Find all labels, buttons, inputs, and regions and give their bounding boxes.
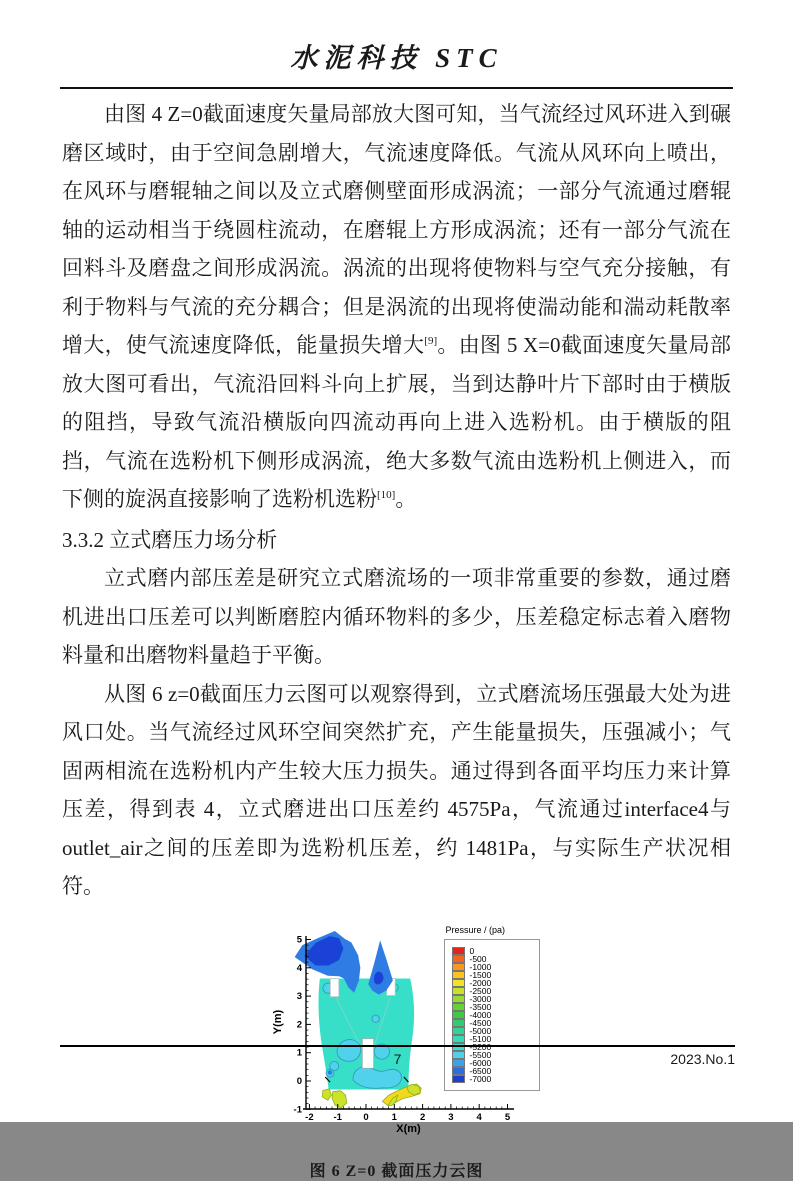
legend-row [452,1035,535,1043]
legend-row [452,971,535,979]
legend-color-swatch [452,1027,465,1035]
y-tick-label: 0 [296,1075,302,1087]
legend-value-label: -4500 [469,1017,492,1028]
legend-color-swatch [452,987,465,995]
page-number: 7 [393,1051,402,1067]
citation-ref-10: [10] [377,489,396,501]
issue-label: 2023.No.1 [670,1051,735,1067]
legend-row [452,987,535,995]
legend-row [452,1019,535,1027]
legend-value-label: -7000 [469,1073,492,1084]
legend-row [452,995,535,1003]
legend-value-label: -3500 [469,1001,492,1012]
y-tick-label: -1 [293,1103,302,1115]
legend-value-label: -500 [469,953,487,964]
legend-color-swatch [452,1011,465,1019]
section-heading-3-3-2: 3.3.2 立式磨压力场分析 [62,527,278,552]
legend-value-label: -5100 [469,1033,492,1044]
legend-value-label: -3000 [469,993,492,1004]
left-vane-slot [330,978,338,996]
paragraph-1-text: 由图 4 Z=0截面速度矢量局部放大图可知，当气流经过风环进入到碾磨区域时，由于空间急剧增大，气流速度降低。气流从风环向上喷出，在风环与磨辊轴之间以及立式磨侧壁面形成涡流；一部分气流通过磨辊轴的运动相当于绕圆柱流动，在磨辊上方形成涡流；还有一部分气流在回料斗及磨盘之间形成涡流。涡流的出现将使物料与空气充分接触，有利于物料与气流的充分耦合；但是涡流的出现将使湍动能和湍动耗散率增大，使气流速度降低，能量损失增大 [62,102,731,357]
x-tick-label: 5 [504,1111,510,1123]
legend-row [452,947,535,955]
page-body [0,89,793,1181]
y-tick-label: 2 [296,1018,302,1030]
x-tick-label: 2 [419,1111,425,1123]
x-tick-label: 3 [447,1111,454,1123]
legend-row [452,979,535,987]
x-tick-label: 1 [391,1111,397,1123]
y-tick-label: 3 [296,990,302,1002]
paragraph-1 [62,95,731,519]
legend-row [452,1075,535,1083]
paragraph-2: 立式磨内部压差是研究立式磨流场的一项非常重要的参数，通过磨机进出口压差可以判断磨腔内循环物料的多少，压差稳定标志着入磨物料量和出磨物料量趋于平衡。 [62,566,731,667]
citation-ref-9: [9] [424,335,438,347]
paragraph-1-period: 。 [395,487,417,511]
legend-value-label: -6500 [469,1065,492,1076]
legend-value-label: -2500 [469,985,492,996]
legend-value-label: -4000 [469,1009,492,1020]
legend-color-swatch [452,971,465,979]
legend-color-swatch [452,1019,465,1027]
legend-row [452,955,535,963]
x-tick-label: -2 [304,1111,314,1123]
legend-value-label: 0 [469,945,475,956]
contour-shapes [294,931,421,1108]
legend-value-label: -2000 [469,977,492,988]
paragraph-3: 从图 6 z=0截面压力云图可以观察得到，立式磨流场压强最大处为进风口处。当气流经过风环空间突然扩充，产生能量损失，压强减小；气固两相流在选粉机内产生较大压力损失。通过得到各面平均压力来计算压差，得到表 4，立式磨进出口压差约 4575Pa，气流通过interface4与outlet_air之间的压差即为选粉机压差，约 1481Pa，与实际生产状况相符。 [62,681,731,898]
legend-color-swatch [452,947,465,955]
y-tick-label: 4 [296,962,302,974]
legend-color-swatch [452,955,465,963]
legend-value-label: -5200 [469,1041,492,1052]
journal-title: 水泥科技 STC [290,43,503,73]
legend-color-swatch [452,1075,465,1083]
legend-color-swatch [452,995,465,1003]
x-tick-label: 0 [362,1111,369,1123]
y-tick-label: 5 [296,934,302,945]
page-footer [60,1041,735,1071]
legend-value-label: -5500 [469,1049,492,1060]
legend-row [452,1011,535,1019]
legend-value-label: -1000 [469,961,492,972]
legend-color-swatch [452,1035,465,1043]
legend-value-label: -6000 [469,1057,492,1068]
page-header [0,0,793,89]
legend-value-label: -1500 [469,969,492,980]
legend-row [452,1003,535,1011]
legend-color-swatch [452,1003,465,1011]
legend-title: Pressure / (pa) [445,924,506,935]
figure-caption: 图 6 Z=0 截面压力云图 [309,1162,484,1180]
y-axis-title: Y(m) [271,1009,284,1034]
paragraph-1-text-cont: 。由图 5 X=0截面速度矢量局部放大图可看出，气流沿回料斗向上扩展，当到达静叶片下部时由于横版的阻挡，导致气流沿横版向四流动再向上进入选粉机。由于横版的阻挡，气流在选粉机下侧形成涡流，绝大多数气流由选粉机上侧进入，而下侧的旋涡直接影响了选粉机选粉 [62,333,731,511]
y-tick-label: 1 [296,1047,302,1059]
legend-row [452,963,535,971]
legend-row [452,1027,535,1035]
x-tick-label: -1 [332,1111,342,1123]
pressure-contour-plot [246,920,548,1153]
legend-value-label: -5000 [469,1025,492,1036]
x-axis-title: X(m) [396,1122,421,1135]
x-tick-label: 4 [476,1111,482,1123]
legend-color-swatch [452,963,465,971]
legend-color-swatch [452,979,465,987]
